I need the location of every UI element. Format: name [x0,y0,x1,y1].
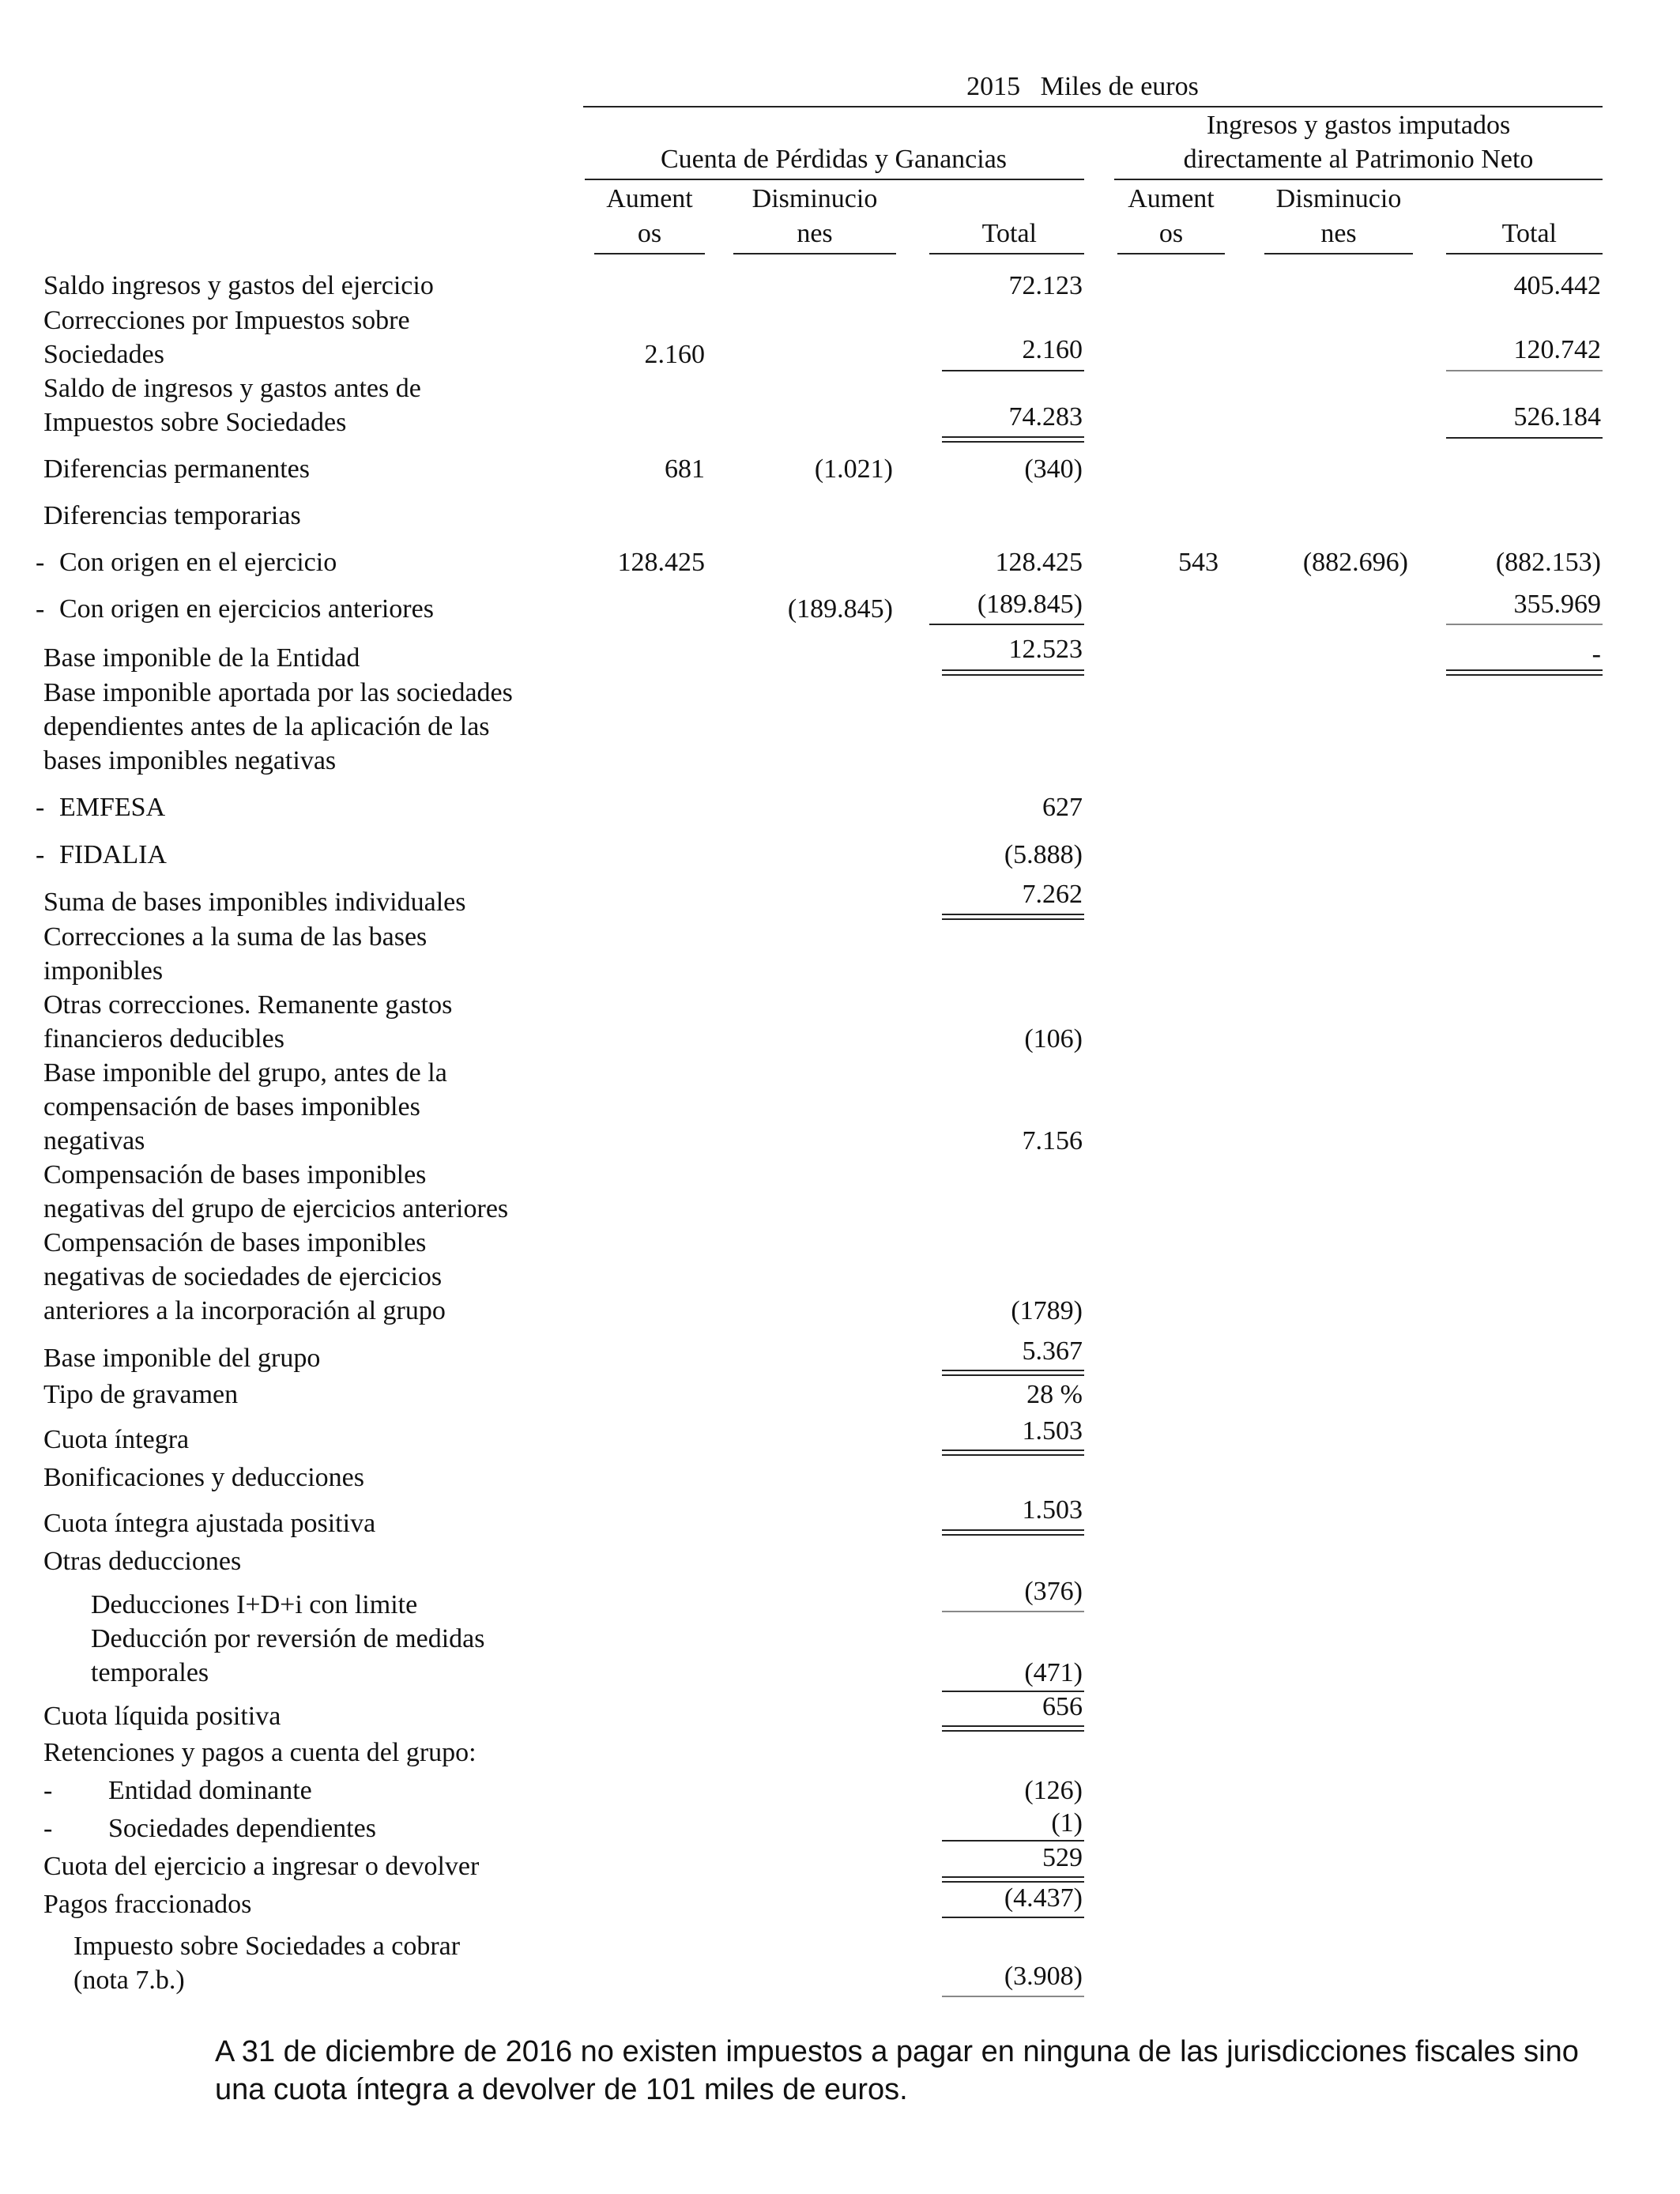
pyg-total-value: (340) [1024,454,1083,484]
row-label: Entidad dominante [108,1776,312,1805]
total-double-rule [942,436,1084,443]
col-disminuciones-heading-1: Disminucio [751,184,878,213]
pyg-total-value: (189.845) [977,590,1083,619]
pyg-total-value: 656 [1042,1692,1083,1721]
pyg-disminuciones-value: (1.021) [814,454,893,484]
total-double-rule [942,1370,1084,1376]
row-label-cont: Sociedades [43,340,164,369]
group-pn-rule [1114,179,1603,180]
pyg-aumentos-value: 2.160 [644,340,705,369]
pn-total-value: (882.153) [1495,548,1601,577]
row-label: Pagos fraccionados [43,1890,252,1919]
pyg-total-value: 1.503 [1022,1495,1083,1525]
pyg-total-value: (1789) [1011,1296,1083,1325]
row-label-cont: negativas del grupo de ejercicios anteriores [43,1194,509,1223]
pyg-total-value: (126) [1024,1776,1083,1805]
row-label: Diferencias temporarias [43,501,301,530]
row-bullet: - [36,793,45,822]
row-label: Tipo de gravamen [43,1380,239,1409]
row-label: Otras deducciones [43,1547,242,1576]
pn-col-aumentos-heading-2: os [1158,219,1184,248]
subtotal-rule [942,1996,1084,1997]
pn-total-value: - [1591,639,1601,669]
row-label: Base imponible aportada por las sociedades [43,678,513,707]
pyg-total-value: (376) [1024,1577,1083,1606]
group-pn-heading-2: directamente al Patrimonio Neto [1183,145,1534,174]
pyg-total-value: (106) [1024,1024,1083,1054]
row-label-cont: bases imponibles negativas [43,746,337,775]
pyg-total-value: 28 % [1026,1380,1083,1409]
pyg-total-value: 12.523 [1008,635,1083,664]
row-label: FIDALIA [59,840,167,869]
pn-col-disminuciones-rule [1264,253,1413,254]
pyg-total-value: (471) [1024,1658,1083,1687]
total-double-rule [942,914,1084,920]
pn-col-total-rule [1446,253,1603,254]
row-bullet: - [36,548,45,577]
row-bullet: - [43,1776,53,1805]
pyg-total-value: (1) [1051,1808,1083,1838]
header-rule [583,106,1603,107]
row-label-cont: imponibles [43,956,164,986]
pyg-total-value: 7.156 [1022,1126,1083,1155]
pn-col-aumentos-heading-1: Aument [1128,184,1215,213]
row-label: Correcciones a la suma de las bases [43,922,428,952]
row-label: Impuesto sobre Sociedades a cobrar [73,1932,461,1961]
row-label-cont: temporales [91,1658,209,1687]
subtotal-rule [942,1917,1084,1918]
row-label-cont: compensación de bases imponibles [43,1092,420,1122]
pn-col-total-heading: Total [1501,219,1557,248]
pyg-total-value: 2.160 [1022,335,1083,364]
row-label-cont: negativas [43,1126,145,1155]
row-label-cont: negativas de sociedades de ejercicios [43,1262,443,1291]
year-unit-heading [917,70,1249,104]
pn-disminuciones-value: (882.696) [1302,548,1408,577]
pyg-total-value: (4.437) [1004,1883,1083,1913]
row-label-cont: financieros deducibles [43,1024,284,1054]
pyg-disminuciones-value: (189.845) [787,594,893,624]
row-label: Cuota íntegra [43,1425,190,1454]
year-label: 2015 [966,72,1021,101]
row-label: Deducciones I+D+i con limite [91,1590,418,1619]
group-pn-heading-1: Ingresos y gastos imputados [1206,111,1511,140]
row-label: Cuota líquida positiva [43,1702,281,1731]
subtotal-rule [1446,624,1603,625]
pyg-aumentos-value: 128.425 [617,548,705,577]
pn-total-value: 355.969 [1513,590,1601,619]
row-label: Bonificaciones y deducciones [43,1463,364,1492]
pn-col-aumentos-rule [1117,253,1225,254]
group-pyg-heading: Cuenta de Pérdidas y Ganancias [660,145,1008,174]
total-double-rule [1446,669,1603,676]
pyg-total-value: 128.425 [995,548,1083,577]
total-double-rule [942,1725,1084,1732]
row-label: Diferencias permanentes [43,454,310,484]
row-label: Base imponible de la Entidad [43,643,360,673]
row-label: Cuota del ejercicio a ingresar o devolver [43,1852,480,1881]
subtotal-rule [929,624,1084,625]
col-disminuciones-heading-2: nes [797,219,833,248]
row-label: Cuota íntegra ajustada positiva [43,1509,376,1538]
row-label-cont: dependientes antes de la aplicación de las [43,712,490,741]
pn-aumentos-value: 543 [1178,548,1219,577]
row-label: Saldo de ingresos y gastos antes de [43,374,421,403]
total-double-rule [942,1449,1084,1456]
pn-col-disminuciones-heading-2: nes [1320,219,1357,248]
pyg-total-value: 74.283 [1008,402,1083,432]
pyg-total-value: 1.503 [1022,1416,1083,1446]
subtotal-rule [942,370,1084,371]
unit-label: Miles de euros [1040,72,1199,101]
col-total-rule [929,253,1084,254]
row-label: Otras correcciones. Remanente gastos [43,990,453,1020]
pn-col-disminuciones-heading-1: Disminucio [1275,184,1402,213]
col-aumentos-heading-1: Aument [606,184,693,213]
subtotal-rule [1446,370,1603,371]
total-double-rule [942,669,1084,676]
col-aumentos-heading-2: os [637,219,662,248]
footer-note [215,2033,1579,2109]
col-total-heading: Total [981,219,1037,248]
row-label: Con origen en el ejercicio [59,548,337,577]
row-bullet: - [36,594,45,624]
footer-line-1: A 31 de diciembre de 2016 no existen impuestos a pagar en ninguna de las jurisdicciones fiscales sino [215,2035,1579,2068]
col-disminuciones-rule [733,253,896,254]
pyg-total-value: 627 [1042,793,1083,822]
row-label-cont: Impuestos sobre Sociedades [43,408,347,437]
total-rule [1446,437,1603,439]
pyg-total-value: 72.123 [1008,271,1083,300]
row-label: Suma de bases imponibles individuales [43,888,466,917]
row-label-cont: (nota 7.b.) [73,1966,185,1995]
row-label: Con origen en ejercicios anteriores [59,594,434,624]
footer-line-2: una cuota íntegra a devolver de 101 miles de euros. [215,2073,908,2106]
pyg-total-value: 7.262 [1022,880,1083,909]
row-label: Deducción por reversión de medidas [91,1624,485,1653]
row-label-cont: anteriores a la incorporación al grupo [43,1296,446,1325]
pn-total-value: 120.742 [1513,335,1601,364]
total-double-rule [942,1529,1084,1536]
row-label: Correcciones por Impuestos sobre [43,306,410,335]
row-label: Saldo ingresos y gastos del ejercicio [43,271,434,300]
pyg-total-value: (3.908) [1004,1962,1083,1991]
row-label: Retenciones y pagos a cuenta del grupo: [43,1738,477,1767]
pn-total-value: 526.184 [1513,402,1601,432]
pyg-aumentos-value: 681 [665,454,705,484]
row-bullet: - [43,1814,53,1843]
subtotal-rule [942,1611,1084,1612]
row-bullet: - [36,840,45,869]
pn-total-value: 405.442 [1513,271,1601,300]
row-label: Compensación de bases imponibles [43,1228,427,1257]
col-aumentos-rule [594,253,705,254]
row-label: Sociedades dependientes [108,1814,376,1843]
row-label: Compensación de bases imponibles [43,1160,427,1189]
pyg-total-value: 529 [1042,1843,1083,1872]
pyg-total-value: (5.888) [1004,840,1083,869]
row-label: EMFESA [59,793,166,822]
row-label: Base imponible del grupo, antes de la [43,1058,447,1088]
pyg-total-value: 5.367 [1022,1336,1083,1366]
group-pyg-rule [585,179,1084,180]
row-label: Base imponible del grupo [43,1344,321,1373]
